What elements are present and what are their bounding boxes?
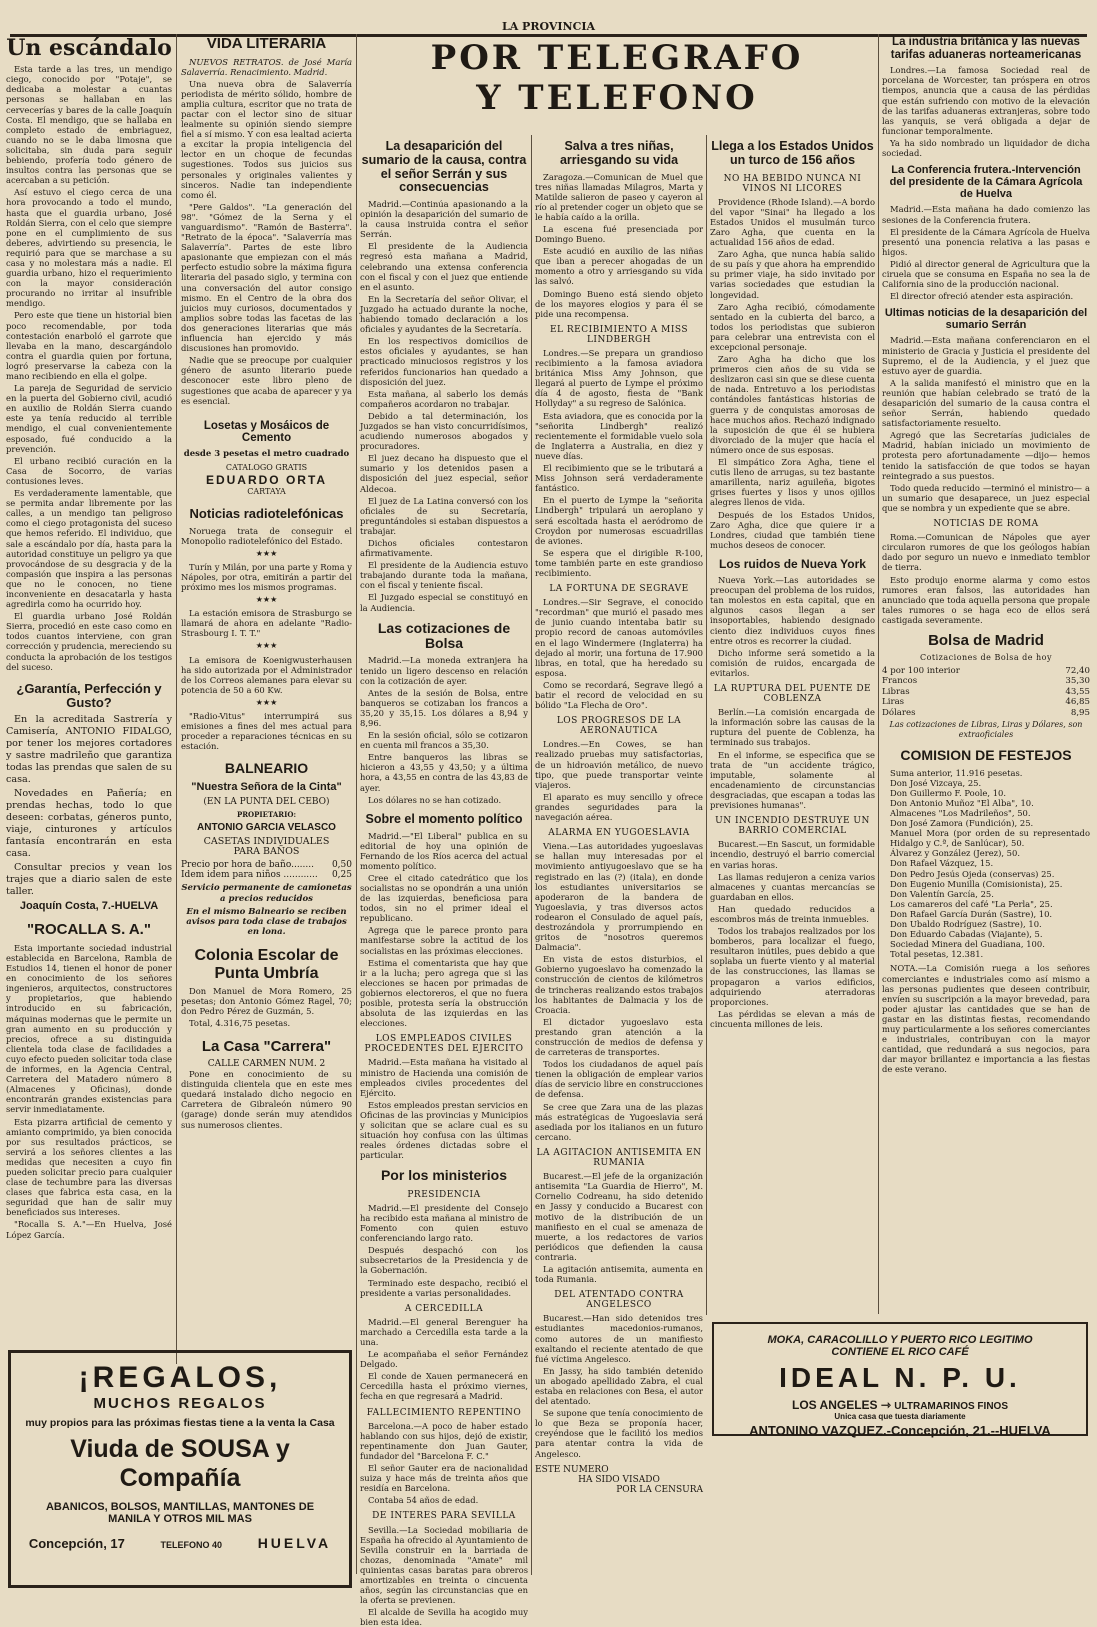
censura-line: ESTE NUMERO (535, 1464, 609, 1475)
headline-bolsa-madrid: Bolsa de Madrid (928, 631, 1044, 649)
bolsa-value: 8,95 (1070, 707, 1090, 718)
subheading: LA RUPTURA DEL PUENTE DE COBLENZA (713, 684, 872, 705)
headline-festejos: COMISION DE FESTEJOS (900, 747, 1072, 764)
column-4 (535, 138, 703, 1578)
censura-note (535, 1465, 703, 1495)
subheading: NO HA BEBIDO NUNCA NI VINOS NI LICORES (723, 173, 862, 194)
paragraph: Total, 4.316,75 pesetas. (189, 1018, 291, 1029)
bolsa-row (882, 666, 1090, 677)
paragraph: En el informe, se especifica que se trata de "un accidente trágico, imputable, solamente al encadenamiento de circunstancias desgraciadas, que escapan a todas las previsiones humanas". (710, 749, 875, 811)
paragraph: Zaro Agha recibió, cómodamente sentado en la cubierta del barco, a todos los periodistas que subieron para celebrar una entrevista con el excepcional personaje. (710, 301, 875, 352)
bolsa-row (882, 687, 1090, 698)
paragraph: Nueva York.—Las autoridades se preocupan del problema de los ruidos, tan molestos en esta capital, que en algunos casos llegan a ser insoportables, habiendo designado ciento diez individuos cuyos fines entre otros es recorrer la ciudad. (710, 575, 875, 646)
censura-line: HA SIDO VISADO (578, 1474, 660, 1485)
paragraph: Agregó que las Secretarías judiciales de Madrid, habían iniciado un movimiento de protesta pero afortunadamente —dijo— hemos tenido la satisfacción de que todos se hayan reintegrado a sus puestos. (882, 430, 1090, 481)
paragraph: El presidente de la Audiencia estuvo trabajando durante toda la mañana, con el fiscal y teniente fiscal. (360, 560, 528, 591)
balneario-owner: ANTONIO GARCIA VELASCO (197, 822, 336, 834)
paragraph: Estos empleados prestan servicios en Oficinas de las provincias y Municipios y solicitan que se aclare cual es su situación hoy confusa con las últimas reales órdenes dictadas sobre el particular. (360, 1099, 528, 1161)
paragraph: El recibimiento que se le tributará a Miss Johnson será verdaderamente fantástico. (535, 463, 703, 494)
headline-losetas: Losetas y Mosáicos de Cemento (203, 419, 330, 445)
paragraph: Cree el citado catedrático que los socialistas no se opondrán a una unión de las izquierdas, beneficiosa para todos, sin no el primer ideal el republicano. (360, 872, 528, 924)
paragraph: La escena fué presenciada por Domingo Bueno. (535, 223, 703, 245)
column-6 (882, 34, 1090, 1309)
ideal-store-row (714, 1398, 1086, 1412)
headline-sumario: La desaparición del sumario de la causa, contra el señor Serrán y sus consecuencias (361, 139, 527, 195)
headline-garantia: ¿Garantía, Perfección y Gusto? (16, 680, 162, 711)
paragraph: Madrid.—Continúa apasionando a la opinión la desaparición del sumario de la causa instruida contra el señor Serrán. (360, 199, 528, 240)
paragraph: Turín y Milán, por una parte y Roma y Nápoles, por otra, emitirán a partir del próximo mes los mismos programas. (181, 561, 352, 593)
paragraph: Así estuvo el ciego cerca de una hora provocando a todo el mundo, hasta que el guardia urbano, José Roldán Sierra, con el celo que siempre pone en el cumplimiento de sus deberes, advirtiendo su presencia, le requirió para que se marchase a su casa y no molestara más a nadie. El guardia urbano, hizo el requerimiento con la mayor consideración procurando no irritar al insufrible mendigo. (6, 187, 172, 309)
paragraph: El simpático Zora Agha, tiene el cutis lleno de arrugas, su tez bastante amarillenta, nariz aguileña, bigotes grises fuertes y lisos y unos ojillos alegres llenos de vida. (710, 457, 875, 508)
paragraph: Londres.—Se prepara un grandioso recibimiento a la famosa aviadora británica Miss Amy Johnson, que llegará al puerto de Lympe el próximo día 4 de agosto, fiesta de "Bank Hollyday" a su regreso de Salónica. (535, 348, 703, 409)
paragraph: Después despachó con los subsecretarios de la Presidencia y de la Gobernación. (360, 1245, 528, 1276)
paragraph: Providence (Rhode Island).—A bordo del vapor "Sinai" ha llegado a los Estados Unidos el musulmán turco Zaro Agha, que cuenta en la actualidad 156 años de edad. (710, 196, 875, 248)
paragraph: El guardia urbano José Roldán Sierra, procedió en este caso como en todos cuantos interviene, con gran corrección y prudencia, mereciendo su conducta la aprobación de los testigos del suceso. (6, 611, 172, 672)
paragraph: Las llamas redujeron a ceniza varios almacenes y cuantas mercancías se guardaban en ellos. (710, 871, 875, 902)
paragraph: Dichos oficiales contestaron afirmativamente. (360, 538, 528, 559)
separator: ★★★ (255, 595, 278, 605)
balneario-note: En el mismo Balneario se reciben avisos para toda clase de trabajos en lona. (186, 906, 347, 937)
festejos-list (882, 768, 1090, 960)
banner-line-1: POR TELEGRAFO (430, 38, 804, 78)
paragraph: Esta pizarra artificial de cemento y amianto comprimido, ya bien conocida por sus resultados prácticos, se servirá a los señores clientes a las medidas que necesiten a cuyo fin pueden solicitar precio para cualquier clase de techumbre para las diversas clases que fabrica esta casa, en la seguridad que han de salir muy beneficiados sus intereses. (6, 1116, 172, 1218)
ideal-line2: CONTIENE EL RICO CAFÉ (831, 1346, 969, 1358)
paragraph: Agrega que le parece pronto para manifestarse sobre la actitud de los socialistas en las próximas elecciones. (360, 925, 528, 956)
subheading: PRESIDENCIA (407, 1189, 481, 1200)
bolsa-label: Francos (882, 676, 918, 687)
price-row (181, 870, 352, 880)
balneario-name: "Nuestra Señora de la Cinta" (191, 780, 342, 793)
subheading: UN INCENDIO DESTRUYE UN BARRIO COMERCIAL (715, 816, 870, 837)
paragraph: Es verdaderamente lamentable, que se permita andar libremente por las calles, a un mendigo tan peligroso como el ciego protagonista del suceso que hemos referido. El individuo, que sale a escándalo por día, hasta para la autoridad constituye un peligro ya que provocándose de su desgracia y de la compasión que inspira a las personas que no le conocen, no tiene inconveniente en desacatarla y hasta agredirla como ha ocurrido hoy. (6, 488, 172, 610)
paragraph: Pero este que tiene un historial bien poco recomendable, por toda contestación enarboló el garrote que llevaba en la mano, descargándolo contra el guardia quien por fortuna, logró preservarse la cabeza con la mano recibiendo en ella el golpe. (6, 310, 172, 381)
column-5 (710, 138, 875, 1313)
paragraph: Las pérdidas se elevan a más de cincuenta millones de leis. (710, 1008, 875, 1029)
paragraph: Todos los ciudadanos de aquel país tienen la obligación de emplear varios días de servicio libre en construcciones de defensa. (535, 1059, 704, 1100)
festejos-item: Don Eduardo Cabadas (Viajante), 5. (890, 929, 1043, 940)
paragraph: Barcelona.—A poco de haber estado hablando con sus hijos, dejó de existir, repentinamente don Juan Gauter, fundador del "Barcelona F. C." (360, 1420, 528, 1461)
subheading: LA FORTUNA DE SEGRAVE (549, 584, 689, 595)
festejos-item: Don José Zamora (Fundición), 25. (890, 818, 1034, 829)
price-row (181, 860, 352, 870)
festejos-item: Los camareros del café "La Perla", 25. (890, 898, 1053, 909)
paragraph: El presidente de la Audiencia regresó esta mañana a Madrid, celebrando una extensa conferencia con el fiscal y con el juez que entiende en el asunto. (360, 241, 528, 292)
headline-britanica: La industria británica y las nuevas tarifas aduaneras norteamericanas (890, 36, 1082, 61)
paragraph: Sevilla.—La Sociedad mobiliaria de España ha ofrecido al Ayuntamiento de Sevilla construir en la barriada de chozas, denominada "Amate" mil quinientas casas baratas para obreros amortizables en treinta o cincuenta años, según las circunstancias que en la oferta se previenen. (360, 1524, 528, 1606)
bolsa-row (882, 697, 1090, 708)
paragraph: La agitación antisemita, aumenta en toda Rumania. (535, 1263, 703, 1285)
paragraph: Le acompañaba el señor Fernández Delgado. (360, 1349, 528, 1370)
paragraph: Ya ha sido nombrado un liquidador de dicha sociedad. (882, 137, 1090, 159)
paragraph: El director ofreció atender esta aspiración. (890, 291, 1074, 302)
bolsa-note: Las cotizaciones de Libras, Liras y Dólares, son extraoficiales (889, 720, 1083, 740)
festejos-item: Don Eugenio Munilla (Comisionista), 25. (890, 878, 1063, 889)
paragraph: "Rocalla S. A."—En Huelva, José López García. (6, 1219, 172, 1240)
paragraph: La emisora de Koenigwusterhausen ha sido autorizada por el Administrador de los Correos alemanes para elevar su potencia de 50 a 60 Kw. (181, 654, 352, 695)
paragraph: Esta importante sociedad industrial establecida en Barcelona, Rambla de Estudios 14, tienen el honor de poner en conocimiento de los señores ingenieros, arquitectos, constructores y propietarios, que habiendo introducido en su fabricación, máquinas modernas que le permite un gran aumento en su producción y precios, ofrece a su distinguida clientela toda clase de facilidades a cuyo efecto pueden solicitar toda clase de informes, en la Agencia Central, Carretera del Matadero número 8 (Almacenes y Oficinas), donde encontrarán grandes existencias para servir inmediatamente. (6, 942, 172, 1115)
ideal-owner: ANTONINO VAZQUEZ.-Concepción, 21.--HUELVA (749, 1423, 1051, 1438)
festejos-item: Don Antonio Muñoz "El Alba", 10. (890, 797, 1034, 808)
paragraph: El urbano recibió curación en la Casa de Socorro, de varias contusiones leves. (6, 455, 172, 486)
paragraph: En la sesión oficial, sólo se cotizaron en cuenta mil francos a 35,30. (360, 730, 528, 751)
paragraph: El presidente de la Cámara Agrícola de Huelva presentó una ponencia relativa a las pasas e higos. (882, 226, 1090, 257)
subheading: EL RECIBIMIENTO A MISS LINDBERGH (549, 324, 689, 345)
regalos-city: HUELVA (257, 1535, 332, 1551)
paragraph: Madrid.—El general Berenguer ha marchado a Cercedilla esta tarde a la una. (360, 1316, 528, 1348)
paragraph: Se supone que tenía conocimiento de lo que Beza se proponía hacer, creyéndose que le facilitó los medios para atentar contra la vida de Angelesco. (535, 1408, 703, 1459)
paragraph: Antes de la sesión de Bolsa, entre banqueros se cotizaban los francos a 35,20 y 35,15. Los dólares a 8,94 y 8,96. (360, 687, 528, 728)
paragraph: El señor Gauter era de nacionalidad suiza y hace más de treinta años que residía en Barcelona. (360, 1463, 528, 1494)
bolsa-label: Dólares (882, 707, 916, 718)
headline-ultimas: Ultimas noticias de la desaparición del sumario Serrán (884, 307, 1088, 332)
paragraph: Todos los trabajos realizados por los bomberos, para localizar el fuego, resultaron inútiles, pues debido a que soplaba un fuerte viento y al material de las construcciones, las llamas se propagaron a varios edificios, adquiriendo aterradoras proporciones. (710, 926, 875, 1007)
paragraph: Esta tarde a las tres, un mendigo ciego, conocido por "Potaje", se dedicaba a molestar a cuantas personas se hallaban en las cervecerías y bares de la calle Joaquín Costa. El mendigo, que se hallaba en completo estado de embriaguez, cuando no se le daba limosna que solicitaba, sin duda para seguir bebiendo, profería todo género de insultos contra las personas que se acercaban a su petición. (6, 64, 172, 186)
paragraph: Londres.—Sir Segrave, el conocido "recordman" que murió el pasado mes de junio cuando intentaba batir su propio record de canoas automóviles en el lago Windermere (Inglaterra) ha dejado al morir, una fortuna de 17.900 libras, en total, que ha heredado su esposa. (535, 597, 703, 678)
paragraph: Esto produjo enorme alarma y como estos rumores eran falsos, las autoridades han anunciado que toda aquella persona que propale tales rumores o se haga eco de ellos será castigada severamente. (882, 574, 1090, 625)
ornament-icon: ⇾ (880, 1398, 895, 1412)
column-rule (356, 34, 357, 1574)
balneario-para: PARA BAÑOS (233, 846, 300, 858)
subheading: NOTICIAS DE ROMA (933, 519, 1039, 530)
paragraph: Zaro Agha, que nunca había salido de su país y que ahora ha emprendido su primer viaje, ha sido invitado por varias sociedades que estudian la longevidad. (710, 249, 875, 300)
paragraph: La pareja de Seguridad de servicio en la puerta del Gobierno civil, acudió en auxilio de Roldán Sierra cuando este ya tenía reducido al terrible mendigo, el cual convenientemente esposado, fué conducido a la prevención. (6, 383, 172, 454)
festejos-item: Álvarez y González (Jerez), 50. (890, 848, 1020, 859)
paragraph: Madrid.—El presidente del Consejo ha recibido esta mañana al ministro de Fomento con quien estuvo conferenciando largo rato. (360, 1202, 528, 1244)
paragraph: Bucarest.—En Sascut, un formidable incendio, destruyó el barrio comercial en varias horas. (710, 839, 875, 870)
paragraph: Se espera que el dirigible R-100, tome también parte en este grandioso recibimiento. (535, 547, 703, 578)
paragraph: Bucarest.—El jefe de la organización antisemita "La Guardia de Hierro", M. Cornelio Codreanu, ha sido detenido en Jassy y conducido a Bucarest con motivo de la distribución de un manifiesto en el cual se amenaza de muerte, a los redactores de varios periódicos que defienden la causa contraria. (535, 1171, 703, 1262)
headline-turco: Llega a los Estados Unidos un turco de 156 años (711, 139, 874, 167)
column-1 (6, 34, 172, 1354)
paragraph: Este acudió en auxilio de las niñas que iban a perecer ahogadas de un momento a otro y arriesgando su vida las salvó. (535, 246, 703, 287)
festejos-item: Don José Vizcaya, 25. (890, 777, 982, 788)
festejos-item: Manuel Mora (por orden de su representado Hidalgo y C.ª, de Sanlúcar), 50. (890, 828, 1090, 849)
paragraph: Dicho informe será sometido a la comisión de ruidos, encargada de evitarlos. (710, 647, 875, 678)
regalos-name: Viuda de SOUSA y Compañía (70, 1435, 290, 1492)
paragraph: Viena.—Las autoridades yugoeslavas se hallan muy interesadas por el movimiento antiyugoeslavo que se ha registrado en las (?) (itala), en donde los estudiantes universitarios se apoderaron de la bandera de Yugoeslavia, y tras diversos actos rodearon el Consulado de aquel país, destrozándola y prorrumpiendo en gritos de "nosotros queremos Dalmacia". (535, 841, 703, 953)
paragraph: Madrid.—La moneda extranjera ha tenido un ligero descenso en relación con la cotización de ayer. (360, 655, 528, 686)
festejos-item: Sociedad Minera del Guadiana, 100. (890, 939, 1045, 950)
section-banner (358, 38, 876, 118)
price-value: 0,50 (331, 860, 352, 871)
paragraph: Se cree que Zara una de las plazas más estratégicas de Yugoeslavia será asediada por los italianos en un futuro cercano. (535, 1101, 703, 1142)
losetas-name: EDUARDO ORTA (205, 473, 328, 488)
headline-radio: Noticias radiotelefónicas (189, 506, 344, 522)
headline-escandalo: Un escándalo (6, 35, 172, 61)
paragraph: El aparato es muy sencillo y ofrece grandes seguridades para la navegación aérea. (535, 791, 703, 823)
paragraph: Una nueva obra de Salaverría periodista de mérito sólido, hombre de amplia cultura, escritor que no trata de pactar con el lector sino de situar lealmente su opinión siendo siempre fiel a sí mismo. Y con esa lealtad acierta a excitar la propia inteligencia del lector en un choque de fecundas sugestiones. Todos sus juicios sus personales y originales valientes y sinceros. Nadie tan independiente como él. (181, 78, 352, 200)
paragraph: Zaragoza.—Comunican de Muel que tres niñas llamadas Milagros, Marta y Matilde salieron de paseo y cayeron al río al pretender coger un objeto que se le había caído a la orilla. (535, 171, 703, 222)
paragraph: Don Manuel de Mora Romero, 25 pesetas; don Antonio Gómez Ragel, 70; don Pedro Pérez de Guzmán, 5. (181, 986, 352, 1017)
paragraph: Novedades en Pañería; en prendas hechas, todo lo que deseen: corbatas, géneros punto, viaje, cinturones y artículos fantasía encontrarán en esta casa. (6, 788, 172, 860)
paragraph: En Jassy, ha sido también detenido un abogado apellidado Zabra, el cual estaba en relaciones con Besa, el autor del atentado. (535, 1365, 703, 1407)
column-rule (878, 34, 879, 1314)
paragraph: En la Secretaría del señor Olivar, el Juzgado ha actuado durante la noche, habiendo tomado declaración a los oficiales y ayudantes de la Secretaría. (360, 293, 528, 335)
paragraph: Como se recordará, Segrave llegó a batir el record de velocidad en su bólido "La Flecha de Oro". (535, 679, 703, 711)
paragraph: El conde de Xauen permanecerá en Cercedilla hasta el próximo viernes, fecha en que regresará a Madrid. (360, 1371, 528, 1402)
paragraph: NUEVOS RETRATOS. de José María Salaverría. Renacimiento. Madrid. (181, 56, 352, 77)
paragraph: En la acreditada Sastrería y Camisería, ANTONIO FIDALGO, por tener los mejores cortadores y sastre madrileño que garantiza todas las prendas que salen de su casa. (6, 714, 172, 786)
separator: ★★★ (255, 548, 278, 558)
regalos-sub: MUCHOS REGALOS (93, 1395, 267, 1412)
paragraph: Noruega trata de conseguir el Monopolio radiotelefónico del Estado. (181, 525, 352, 546)
headline-rocalla: "ROCALLA S. A." (27, 921, 151, 939)
festejos-item: Don Valentín García, 25. (890, 888, 994, 899)
ideal-ad (712, 1322, 1088, 1436)
festejos-item: Don Rafael García Durán (Sastre), 10. (890, 908, 1053, 919)
paragraph: Han quedado reducidos a escombros más de treinta inmuebles. (710, 903, 875, 924)
festejos-item: Don Pedro Jesús Ojeda (conservas) 25. (890, 868, 1055, 879)
paragraph: Esta mañana, al saberlo los demás compañeros acordaron no trabajar. (360, 388, 528, 409)
bolsa-label: Liras (882, 697, 905, 708)
bolsa-value: 72,40 (1065, 665, 1090, 676)
paragraph: El juez decano ha dispuesto que el sumario y los detenidos pasen a disposición del juez especial, señor Aldecoa. (360, 453, 528, 494)
losetas-price: desde 3 pesetas el metro cuadrado (183, 448, 350, 459)
paragraph: Esta aviadora, que es conocida por la "señorita Lindbergh" realizó recientemente el formidable vuelo sola de Inglaterra a Australia, en diez y nueve días. (535, 410, 703, 461)
balneario-location: (EN LA PUNTA DEL CEBO) (203, 796, 330, 807)
ideal-store: LOS ANGELES (791, 1398, 878, 1412)
bolsa-table (882, 666, 1090, 719)
regalos-items: ABANICOS, BOLSOS, MANTILLAS, MANTONES DE MANILA Y OTROS MIL MAS (45, 1501, 315, 1525)
paragraph: Londres.—En Cowes, se han realizado pruebas muy satisfactorias, de un hidroavión metálico, de nuevo tipo, que puede transportar veinte viajeros. (535, 739, 703, 790)
paragraph: El juez de La Latina conversó con los oficiales de su Secretaría, preguntándoles si estaban dispuestos a trabajar. (360, 495, 528, 536)
separator: ★★★ (255, 697, 278, 707)
paragraph: Berlín.—La comisión encargada de la información sobre las causas de la ruptura del puente de Coblenza, ha terminado sus trabajos. (710, 707, 875, 748)
paragraph: El alcalde de Sevilla ha acogido muy bien esta idea. (360, 1607, 528, 1627)
carrera-address: CALLE CARMEN NUM. 2 (207, 1059, 326, 1069)
paragraph: Nadie que se preocupe por cualquier género de asunto literario puede desconocer este libro pleno de sugestiones que acaba de aparecer y ya es esencial. (181, 355, 352, 406)
ideal-name: IDEAL N. P. U. (779, 1362, 1021, 1393)
paragraph: Domingo Bueno está siendo objeto de los mayores elogios y para él se pide una recompensa. (535, 288, 703, 319)
bolsa-label: Libras (882, 686, 910, 697)
paper-name: LA PROVINCIA (501, 20, 596, 33)
losetas-city: CARTAYA (247, 487, 286, 497)
paragraph: Terminado este despacho, recibió el presidente a varias personalidades. (360, 1277, 528, 1298)
paragraph: Madrid.—Esta mañana conferenciaron en el ministerio de Gracia y Justicia el presidente del Supremo, el de la Audiencia, y el juez que estuvo ayer de guardia. (882, 335, 1090, 376)
festejos-item: Total pesetas, 12.381. (890, 949, 984, 960)
festejos-item: Almacenes "Los Madrileños", 50. (890, 808, 1031, 819)
price-label: Idem idem para niños ............ (181, 870, 318, 881)
regalos-line: muy propios para las próximas fiestas tiene a la venta la Casa (25, 1417, 335, 1429)
regalos-address: Concepción, 17 (28, 1536, 125, 1551)
festejos-item: Don Rafael Vázquez, 15. (890, 858, 994, 869)
paragraph: Madrid.—Esta mañana ha dado comienzo las sesiones de la Conferencia frutera. (882, 204, 1090, 225)
paragraph: Roma.—Comunican de Nápoles que ayer circularon rumores de que los geólogos habían dado por seguro un nuevo e inmediato temblor de tierra. (882, 532, 1090, 573)
bolsa-row (882, 708, 1090, 719)
paragraph: Después de los Estados Unidos, Zaro Agha, dice que quiere ir a Londres, ciudad que también tiene muchos deseos de conocer. (710, 509, 875, 550)
headline-frutera: La Conferencia frutera.-Intervención del presidente de la Cámara Agrícola de Huelva (889, 164, 1083, 201)
masthead (0, 20, 1097, 32)
regalos-ad (8, 1350, 352, 1588)
bolsa-label: 4 por 100 interior (882, 665, 960, 676)
column-rule (176, 34, 177, 1364)
ideal-line1: MOKA, CARACOLILLO Y PUERTO RICO LEGITIMO (767, 1334, 1033, 1346)
column-rule (531, 135, 532, 1575)
paragraph: El Juzgado especial se constituyó en la Audiencia. (360, 592, 528, 613)
garantia-address: Joaquín Costa, 7.-HUELVA (19, 900, 159, 913)
regalos-footer (11, 1535, 349, 1551)
column-rule (706, 135, 707, 1315)
paragraph: Todo queda reducido —terminó el ministro— a un sumario que desaparece, un juez especial que se nombra y un expediente que se abre. (882, 482, 1090, 513)
balneario-casetas: CASETAS INDIVIDUALES (203, 836, 330, 848)
paragraph: Madrid.—"El Liberal" publica en su editorial de hoy una opinión de Fernando de los Ríos acerca del actual momento político. (360, 830, 528, 871)
paragraph: Pidió al director general de Agricultura que la ciruela que se consuma en España no sea la de California sino de la producción nacional. (882, 258, 1090, 290)
paragraph: Los dólares no se han cotizado. (368, 794, 502, 805)
headline-balneario: BALNEARIO (224, 760, 309, 777)
paragraph: Entre banqueros las libras se hicieron a 43,55 y 43,50; y a última hora, a 43,55 en contra de las 43,83 de ayer. (360, 752, 528, 793)
paragraph: El dictador yugoeslavo esta prestando gran atención a la construcción de medios de defensa y de carreteras de transportes. (535, 1016, 703, 1058)
paragraph: A la salida manifestó el ministro que en la reunión que habían celebrado se trató de la desaparición del sumario de la causa contra el señor Serrán, habiendo quedado satisfactoriamente resuelto. (882, 377, 1090, 429)
headline-bolsa: Las cotizaciones de Bolsa (377, 619, 511, 652)
censura-line: POR LA CENSURA (616, 1484, 703, 1495)
headline-ruidos: Los ruidos de Nueva York (719, 556, 866, 571)
regalos-title: ¡REGALOS, (78, 1361, 282, 1394)
separator: ★★★ (255, 641, 278, 651)
paragraph: En el puerto de Lympe la "señorita Lindbergh" tripulará un aeroplano y será escoltada hasta el aeródromo de Croydon por numerosas escuadrillas de aviones. (535, 495, 703, 546)
losetas-catalog: CATALOGO GRATIS (225, 463, 308, 473)
paragraph: En vista de estos disturbios, el Gobierno yugoeslavo ha comenzado la construcción de cientos de kilómetros de trincheras realizando estos trabajos los habitantes de Dalmacia y los de Croacia. (535, 954, 703, 1015)
headline-colonia: Colonia Escolar de Punta Umbría (194, 946, 339, 982)
bolsa-value: 46,85 (1065, 697, 1090, 708)
paragraph: Contaba 54 años de edad. (368, 1495, 479, 1506)
ideal-store-type: ULTRAMARINOS FINOS (894, 1401, 1008, 1412)
subheading: LOS PROGRESOS DE LA AERONAUTICA (556, 716, 682, 737)
paragraph: Bucarest.—Han sido detenidos tres estudiantes macedonios-rumanos, como autores de un manifiesto exaltando el reciente atentado de que fué víctima Angelesco. (535, 1313, 703, 1364)
bolsa-row (882, 676, 1090, 687)
paragraph: Debido a tal determinación, los Juzgados se han visto concurridísimos, acudiendo numerosos abogados y procuradores. (360, 410, 528, 452)
price-label: Precio por hora de baño........ (181, 860, 314, 871)
regalos-phone: TELEFONO 40 (160, 1540, 223, 1550)
paragraph: NOTA.—La Comisión ruega a los señores comerciantes e industriales como así mismo a las personas pudientes que deseen contribuir, envíen su suscripción a la mayor brevedad, para poder ajustar las cantidades que se han de gastar en las distintas fiestas, recomendando muy particularmente a los señores comerciantes e industriales, contribuyan con la mayor cantidad, que redundará a sus negocios, para dar mayor brillantez e importancia a las fiestas de este verano. (882, 963, 1090, 1075)
subheading: DEL ATENTADO CONTRA ANGELESCO (554, 1290, 684, 1311)
paragraph: "Pere Galdos". "La generación del 98". "Gómez de la Serna y el vanguardismo". "Ramón de Basterra". "Retrato de la época". "Salaverría mas Salaverría". Partes de este libro apasionante que empiezan con el más perfecto estudio sobre la máxima figura literaria del pasado siglo, y termina con una conversación del autor consigo mismo. En el Centro de la obra dos juicios muy curiosos, documentados y amplios sobre todas las facetas de las dos generaciones literarias que más influencia han ejercido y más discusiones han promovido. (181, 201, 352, 354)
subheading: LOS EMPLEADOS CIVILES PROCEDENTES DEL EJERCITO (364, 1034, 524, 1055)
paragraph: Londres.—La famosa Sociedad real de porcelana de Worcester, tan próspera en otros tiempos, anuncia que a causa de las pérdidas que están sufriendo con motivo de la elevación de las tarifas aduaneras extranjeras, sobre todo las yanquis, se verá obligada a dejar de funcionar temporalmente. (882, 65, 1090, 136)
subheading: LA AGITACION ANTISEMITA EN RUMANIA (536, 1147, 702, 1169)
subheading: ALARMA EN YUGOESLAVIA (548, 828, 690, 839)
paragraph: "Radio-Vitus" interrumpirá sus emisiones a fines del mes actual para proceder a reparaciones técnicas en su estación. (181, 711, 352, 752)
column-3 (360, 138, 528, 1627)
festejos-item: Suma anterior, 11.916 pesetas. (890, 767, 1023, 778)
subheading: DE INTERES PARA SEVILLA (372, 1511, 516, 1522)
headline-salva: Salva a tres niñas, arriesgando su vida (559, 139, 679, 167)
headline-carrera: La Casa "Carrera" (201, 1037, 332, 1055)
column-2 (181, 34, 352, 1344)
bolsa-header: Cotizaciones de Bolsa de hoy (919, 653, 1053, 663)
subheading: FALLECIMIENTO REPENTINO (366, 1407, 522, 1418)
headline-momento: Sobre el momento político (365, 811, 523, 826)
festejos-item: Don Guillermo F. Poole, 10. (890, 787, 1007, 798)
paragraph: Zaro Agha ha dicho que los primeros cien años de su vida se deslizaron casi sin que se diese cuenta de nada. Entretuvo a los periodistas contándoles fantásticas historias de guerra y de conquistas amorosas de hace muchos años. Rechazó indignado la suposición de que él se hubiera divorciado de la mujer que hacía el número once de sus esposas. (710, 354, 875, 455)
subheading: A CERCEDILLA (404, 1303, 484, 1314)
paragraph: En los respectivos domicilios de estos oficiales y ayudantes, se han practicado minuciosos registros y los referidos funcionarios han quedado a disposición del juez. (360, 336, 528, 387)
balneario-owner-label: PROPIETARIO: (236, 810, 297, 819)
paragraph: Madrid.—Esta mañana ha visitado al ministro de Hacienda una comisión de empleados civiles procedentes del Ejército. (360, 1057, 528, 1098)
festejos-item: Don Ubaldo Rodríguez (Sastre), 10. (890, 919, 1042, 930)
price-value: 0,25 (331, 870, 352, 881)
balneario-note: Servicio permanente de camionetas a precios reducidos (181, 883, 352, 904)
paragraph: Pone en conocimiento de su distinguida clientela que en este mes quedará instalado dicho negocio en Carretera de Gibraleón número 90 (garage) donde serán muy atendidos sus numerosos clientes. (181, 1069, 352, 1130)
paragraph: Estima el comentarista que hay que ir a la lucha; pero agrega que si las elecciones se hacen por primadas de gobiernos electoreros, el que no fuera posible, protesta sería la obstrucción absoluta de las izquierdas en las elecciones. (360, 957, 528, 1029)
bolsa-value: 43,55 (1065, 686, 1090, 697)
headline-vida-literaria: VIDA LITERARIA (206, 35, 327, 52)
paragraph: La estación emisora de Strasburgo se llamará de ahora en adelante "Radio-Strasbourg I. T. T." (181, 608, 352, 639)
banner-line-2: Y TELEFONO (476, 78, 758, 118)
bolsa-value: 35,30 (1065, 676, 1090, 687)
ideal-tagline: Unica casa que tuesta diariamente (834, 1412, 966, 1421)
paragraph: Consultar precios y vean los trajes que a diario salen de este taller. (6, 862, 172, 898)
headline-ministerios: Por los ministerios (380, 1167, 508, 1184)
